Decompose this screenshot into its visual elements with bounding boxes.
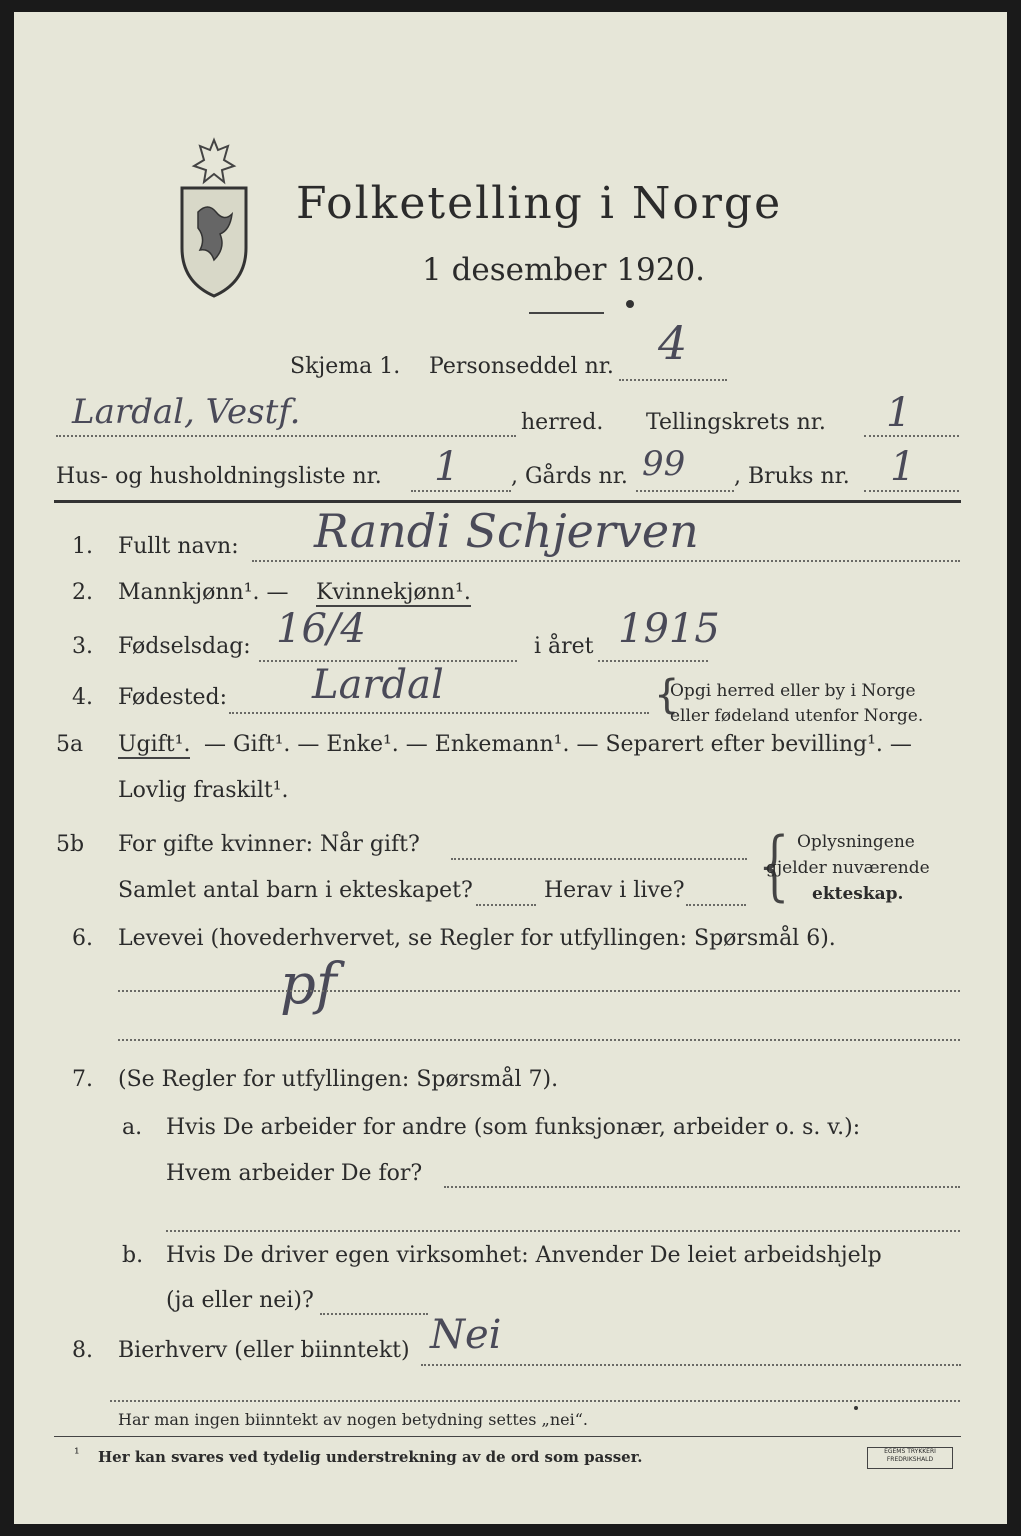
q2-number: 2. bbox=[72, 580, 93, 605]
q2-female-option[interactable]: Kvinnekjønn¹. bbox=[316, 580, 471, 605]
q2-male-option[interactable]: Mannkjønn¹. — bbox=[118, 580, 289, 605]
q8-field-2[interactable] bbox=[110, 1400, 960, 1402]
q5b-married-field[interactable] bbox=[451, 858, 747, 860]
q3-year-label: i året bbox=[534, 634, 594, 659]
tellingskrets-value: 1 bbox=[886, 390, 912, 436]
q7-number: 7. bbox=[72, 1067, 93, 1092]
form-title: Folketelling i Norge bbox=[296, 178, 783, 229]
gards-label: , Gårds nr. bbox=[511, 464, 628, 489]
tellingskrets-field[interactable] bbox=[864, 435, 959, 437]
q5b-number: 5b bbox=[56, 832, 85, 857]
personseddel-value: 4 bbox=[658, 316, 688, 370]
q5b-note-1: Oplysningene bbox=[797, 832, 915, 852]
q5b-label: For gifte kvinner: Når gift? bbox=[118, 832, 420, 857]
q6-value: pf bbox=[280, 952, 337, 1017]
gards-value: 99 bbox=[642, 444, 686, 484]
q4-brace: { bbox=[654, 672, 680, 718]
census-form-sheet bbox=[14, 12, 1007, 1524]
q5b-children-field[interactable] bbox=[476, 904, 536, 906]
husliste-label: Hus- og husholdningsliste nr. bbox=[56, 464, 382, 489]
q3-label: Fødselsdag: bbox=[118, 634, 251, 659]
q5b-brace: { bbox=[751, 820, 800, 909]
q8-number: 8. bbox=[72, 1338, 93, 1363]
personseddel-label: Personseddel nr. bbox=[429, 354, 614, 379]
q5b-children-label: Samlet antal barn i ekteskapet? bbox=[118, 878, 473, 903]
census-date: 1 desember 1920. bbox=[422, 252, 706, 288]
q4-note-2: eller fødeland utenfor Norge. bbox=[670, 706, 924, 726]
q1-label: Fullt navn: bbox=[118, 534, 239, 559]
nei-instruction: Har man ingen biinntekt av nogen betydning settes „nei“. bbox=[118, 1410, 588, 1429]
q7b-letter: b. bbox=[122, 1243, 144, 1268]
footer-rule bbox=[54, 1436, 961, 1437]
q4-label: Fødested: bbox=[118, 685, 228, 710]
herred-label: herred. bbox=[521, 410, 604, 435]
q6-label: Levevei (hovederhvervet, se Regler for utfyllingen: Spørsmål 6). bbox=[118, 926, 836, 951]
bruks-value: 1 bbox=[890, 444, 916, 490]
q7b-label: Hvis De driver egen virksomhet: Anvender De leiet arbeidshjelp bbox=[166, 1243, 882, 1268]
schema-label: Skjema 1. bbox=[290, 354, 401, 379]
q5a-number: 5a bbox=[56, 732, 84, 757]
q6-field-2[interactable] bbox=[118, 1039, 960, 1041]
footnote-text: Her kan svares ved tydelig understrekning av de ord som passer. bbox=[98, 1448, 643, 1466]
footnote-mark: ¹ bbox=[74, 1446, 80, 1462]
q7a-label: Hvis De arbeider for andre (som funksjonær, arbeider o. s. v.): bbox=[166, 1115, 861, 1140]
q7a-employer-field-2[interactable] bbox=[166, 1230, 960, 1232]
gards-field[interactable] bbox=[636, 490, 734, 492]
q5a-fraskilt-option[interactable]: Lovlig fraskilt¹. bbox=[118, 778, 289, 803]
q7-label: (Se Regler for utfyllingen: Spørsmål 7). bbox=[118, 1067, 559, 1092]
q3-year-value: 1915 bbox=[618, 606, 720, 652]
q8-value: Nei bbox=[430, 1312, 502, 1358]
coat-of-arms-icon bbox=[174, 132, 254, 302]
q3-date-value: 16/4 bbox=[276, 606, 366, 652]
husliste-value: 1 bbox=[434, 444, 460, 490]
q3-year-field[interactable] bbox=[598, 660, 708, 662]
q3-number: 3. bbox=[72, 634, 93, 659]
q5b-alive-field[interactable] bbox=[686, 904, 746, 906]
q7a-employer-label: Hvem arbeider De for? bbox=[166, 1161, 423, 1186]
personseddel-field[interactable] bbox=[619, 379, 727, 381]
q8-field[interactable] bbox=[421, 1364, 961, 1366]
q8-label: Bierhverv (eller biinntekt) bbox=[118, 1338, 410, 1363]
q1-field[interactable] bbox=[252, 560, 960, 562]
q6-field-1[interactable] bbox=[118, 990, 960, 992]
q1-number: 1. bbox=[72, 534, 93, 559]
herred-value: Lardal, Vestf. bbox=[72, 392, 301, 432]
header-rule bbox=[54, 500, 961, 503]
printer-stamp: EGEMS TRYKKERI FREDRIKSHALD bbox=[867, 1447, 953, 1469]
q5b-alive-label: Herav i live? bbox=[544, 878, 685, 903]
q7b-hired-help-label: (ja eller nei)? bbox=[166, 1288, 314, 1313]
q5a-ugift-option[interactable]: Ugift¹. bbox=[118, 732, 191, 757]
q1-value: Randi Schjerven bbox=[314, 504, 699, 558]
q4-note-1: Opgi herred eller by i Norge bbox=[670, 681, 916, 701]
ink-dot-small bbox=[854, 1406, 858, 1410]
tellingskrets-label: Tellingskrets nr. bbox=[646, 410, 826, 435]
ink-dot bbox=[626, 300, 634, 308]
bruks-field[interactable] bbox=[864, 490, 959, 492]
q5a-other-options[interactable]: — Gift¹. — Enke¹. — Enkemann¹. — Separert efter bevilling¹. — bbox=[204, 732, 912, 757]
herred-field[interactable] bbox=[56, 435, 516, 437]
q5b-note-2: gjelder nuværende bbox=[766, 858, 930, 878]
q4-value: Lardal bbox=[312, 662, 444, 708]
q6-number: 6. bbox=[72, 926, 93, 951]
q5b-note-3: ekteskap. bbox=[812, 884, 904, 904]
q7a-letter: a. bbox=[122, 1115, 143, 1140]
q7b-hired-help-field[interactable] bbox=[320, 1313, 428, 1315]
q7a-employer-field[interactable] bbox=[444, 1186, 960, 1188]
q4-field[interactable] bbox=[229, 712, 649, 714]
husliste-field[interactable] bbox=[411, 490, 511, 492]
q4-number: 4. bbox=[72, 685, 93, 710]
bruks-label: , Bruks nr. bbox=[734, 464, 850, 489]
title-divider bbox=[529, 312, 604, 314]
